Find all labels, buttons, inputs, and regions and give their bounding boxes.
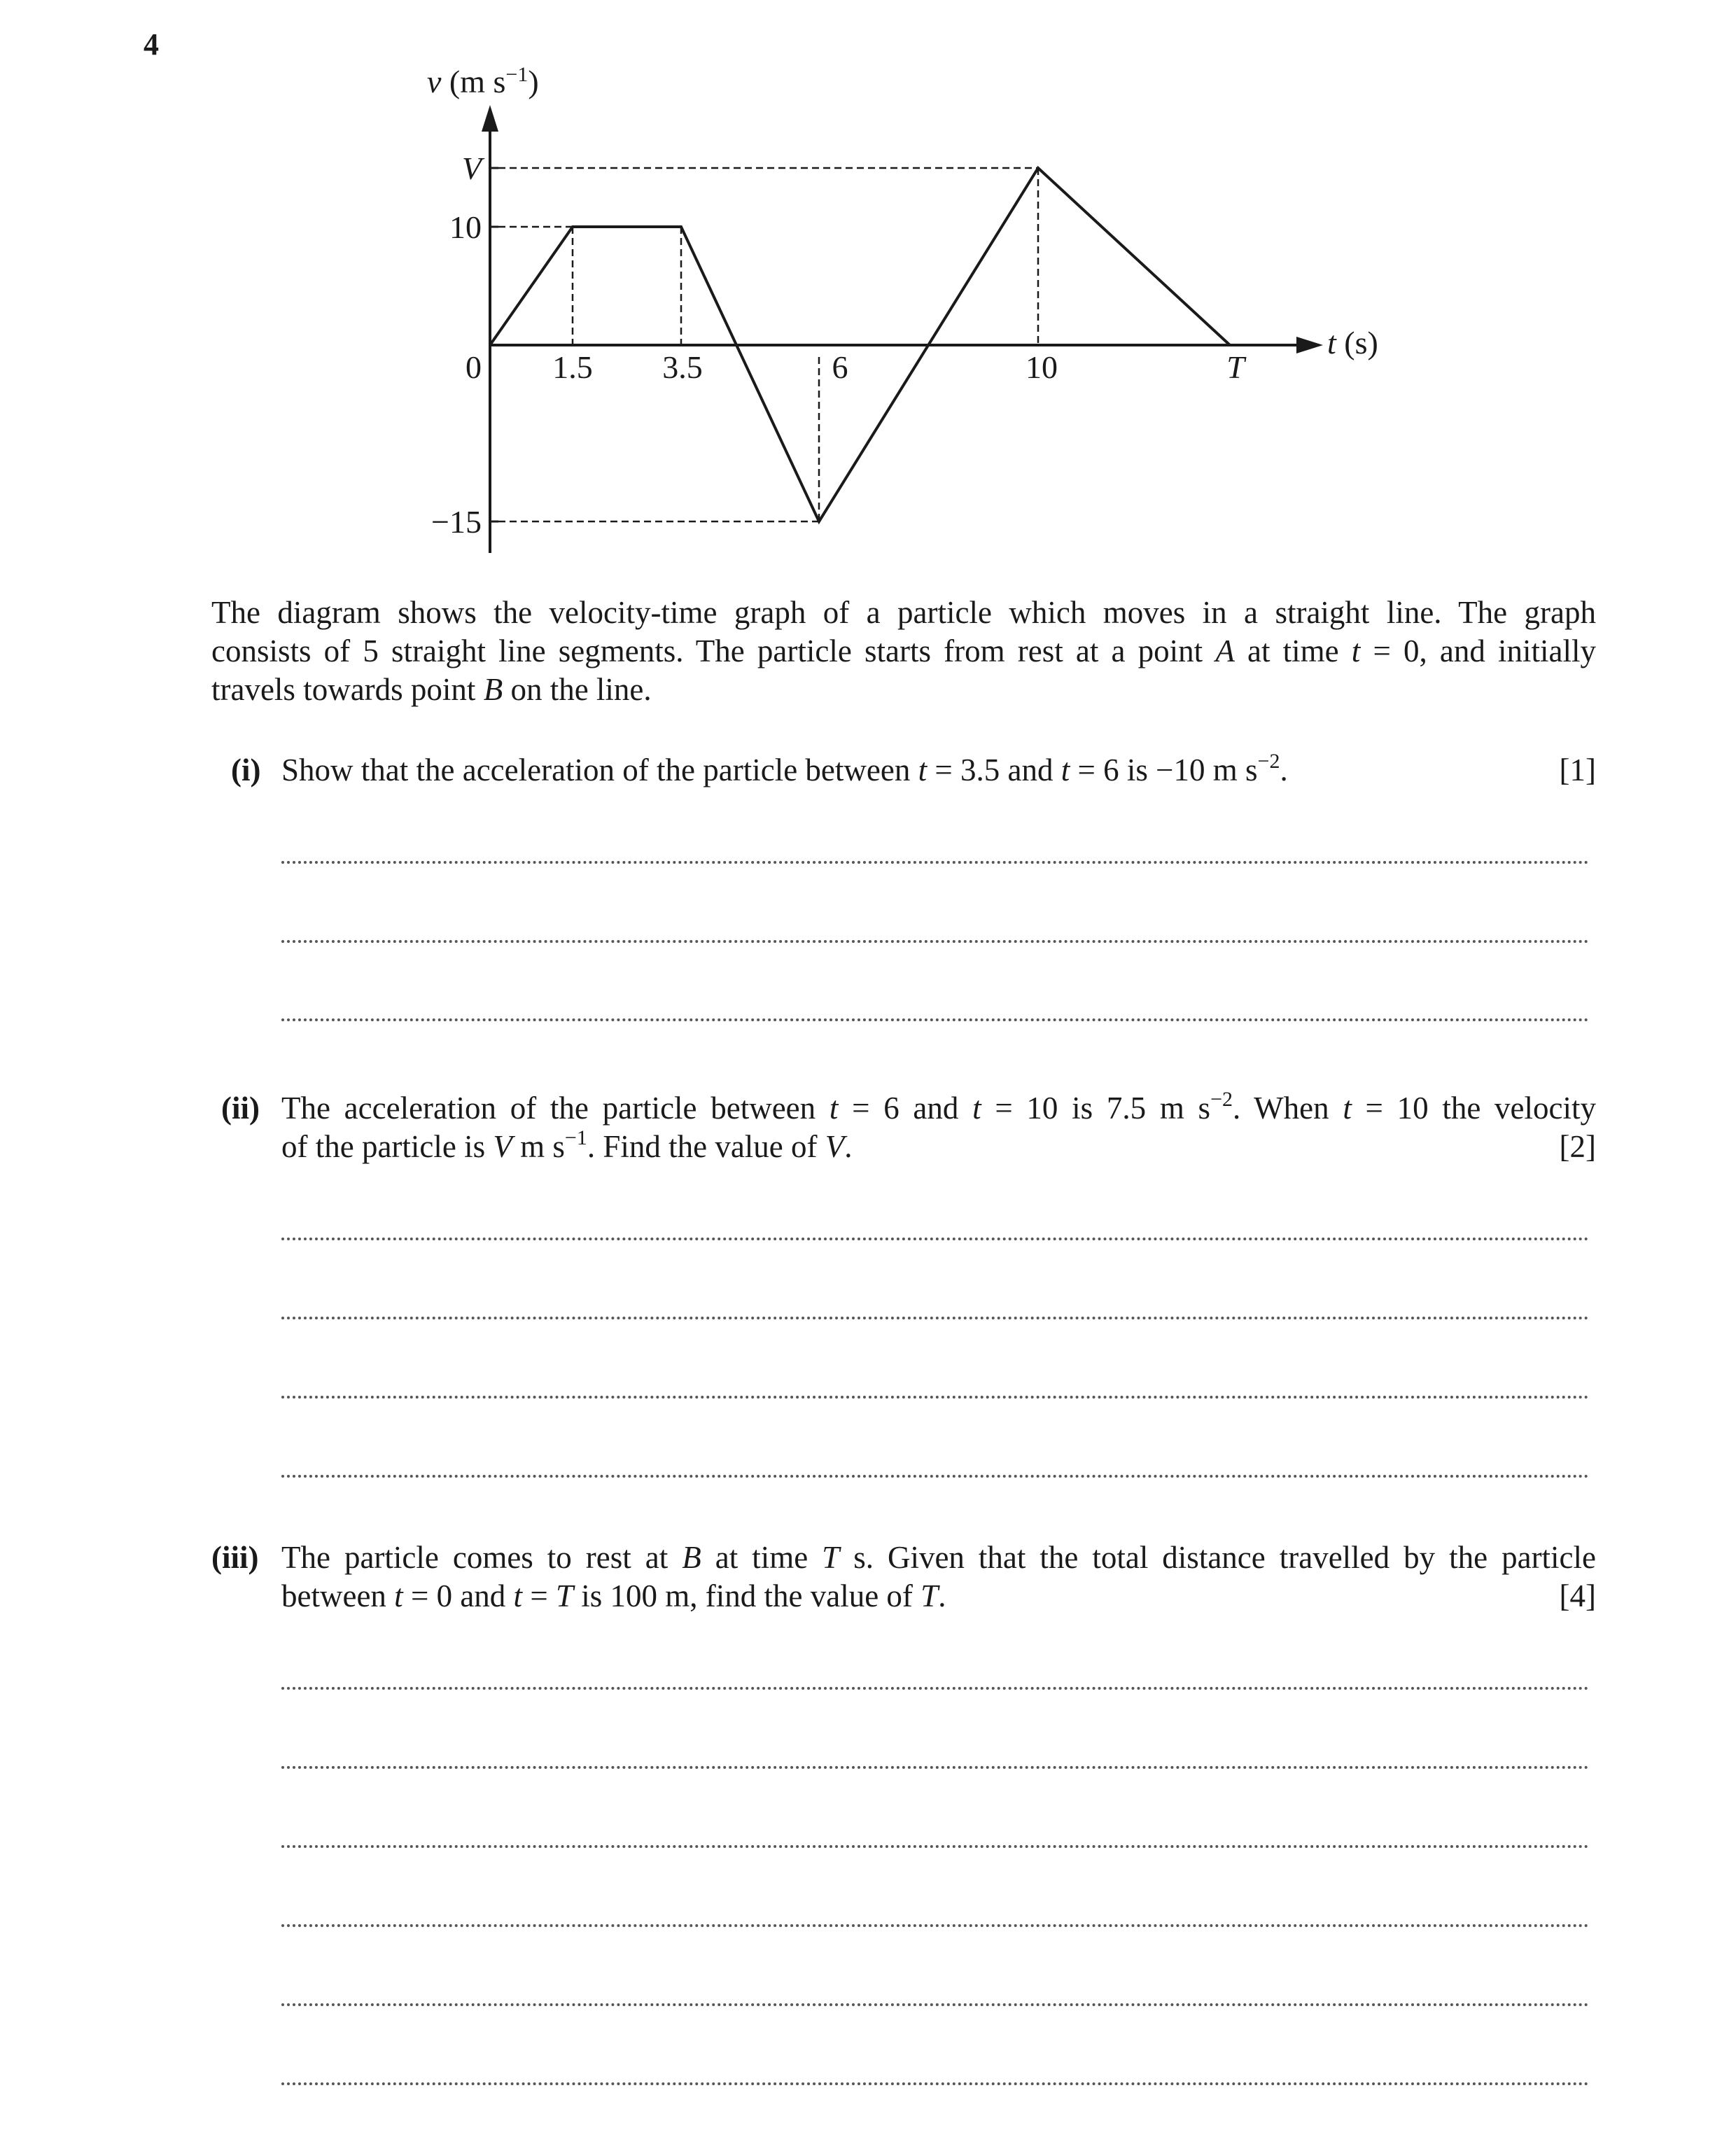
- question-iii: [211, 1539, 1596, 1623]
- question-text: [281, 751, 1596, 790]
- answer-line[interactable]: [281, 1396, 1589, 1399]
- answer-line[interactable]: [281, 1018, 1589, 1021]
- x-tick-label-10: 10: [1026, 349, 1058, 385]
- question-i: [211, 751, 1596, 793]
- x-tick-label-1-5: 1.5: [552, 349, 593, 385]
- question-row: of the particle is V m $s^{-1}$. Find the value of V. [2]: [281, 1128, 1596, 1166]
- intro-paragraph: [211, 594, 1596, 709]
- marks: [2]: [1559, 1129, 1596, 1164]
- question-text: [281, 1539, 1596, 1616]
- answer-line[interactable]: [281, 2003, 1589, 2006]
- answer-line[interactable]: [281, 1924, 1589, 1927]
- answer-line[interactable]: [281, 1238, 1589, 1240]
- marks: [4]: [1559, 1578, 1596, 1613]
- question-row: The particle comes to rest at B at time T s. Given that the total distance travelled by the particle: [281, 1540, 1597, 1575]
- y-tick-label-0: 0: [465, 349, 482, 385]
- x-tick-label-T: T: [1226, 349, 1245, 385]
- answer-line[interactable]: [281, 861, 1589, 864]
- answer-line[interactable]: [281, 2082, 1589, 2085]
- question-row: between t = 0 and t = T is 100 m, find the value of T. [4]: [281, 1577, 1596, 1616]
- answer-line[interactable]: [281, 1845, 1589, 1848]
- y-axis-label: v (m $s^{-1}$): [427, 63, 539, 99]
- question-label: (iii): [211, 1540, 259, 1575]
- x-tick-label-6: 6: [832, 349, 848, 385]
- velocity-time-graph: [0, 0, 1736, 574]
- question-text: [281, 1089, 1596, 1166]
- x-axis-label: t (s): [1327, 325, 1378, 360]
- answer-line[interactable]: [281, 1766, 1589, 1769]
- question-row: The acceleration of the particle between t = 6 and t = 10 is 7.5 m $s^{-2}$. When t = 10 the velocity: [281, 1088, 1596, 1126]
- answer-line[interactable]: [281, 1317, 1589, 1319]
- question-label: (i): [231, 752, 261, 787]
- intro-line-1: The diagram shows the velocity-time graph of a particle which moves in a straight line. The graph: [211, 595, 1596, 630]
- x-tick-label-3-5: 3.5: [662, 349, 703, 385]
- question-row: Show that the acceleration of the particle between t = 3.5 and t = 6 is −10 m $s^{-2}$. [1]: [281, 751, 1596, 790]
- question-ii: [211, 1089, 1596, 1173]
- x-axis-arrow: [1296, 337, 1323, 353]
- marks: [1]: [1559, 752, 1596, 787]
- answer-line[interactable]: [281, 1687, 1589, 1690]
- intro-line-2: consists of 5 straight line segments. The particle starts from rest at a point A at time t = 0, and initially: [211, 633, 1596, 668]
- question-label: (ii): [221, 1091, 260, 1126]
- page-number: 4: [144, 27, 159, 62]
- y-tick-label-10: 10: [449, 209, 482, 245]
- y-tick-label-V: V: [461, 150, 482, 186]
- y-axis-arrow: [482, 105, 498, 132]
- answer-line[interactable]: [281, 1475, 1589, 1478]
- answer-line[interactable]: [281, 940, 1589, 943]
- y-tick-label-neg15: −15: [431, 504, 482, 540]
- intro-line-3: travels towards point B on the line.: [211, 672, 652, 707]
